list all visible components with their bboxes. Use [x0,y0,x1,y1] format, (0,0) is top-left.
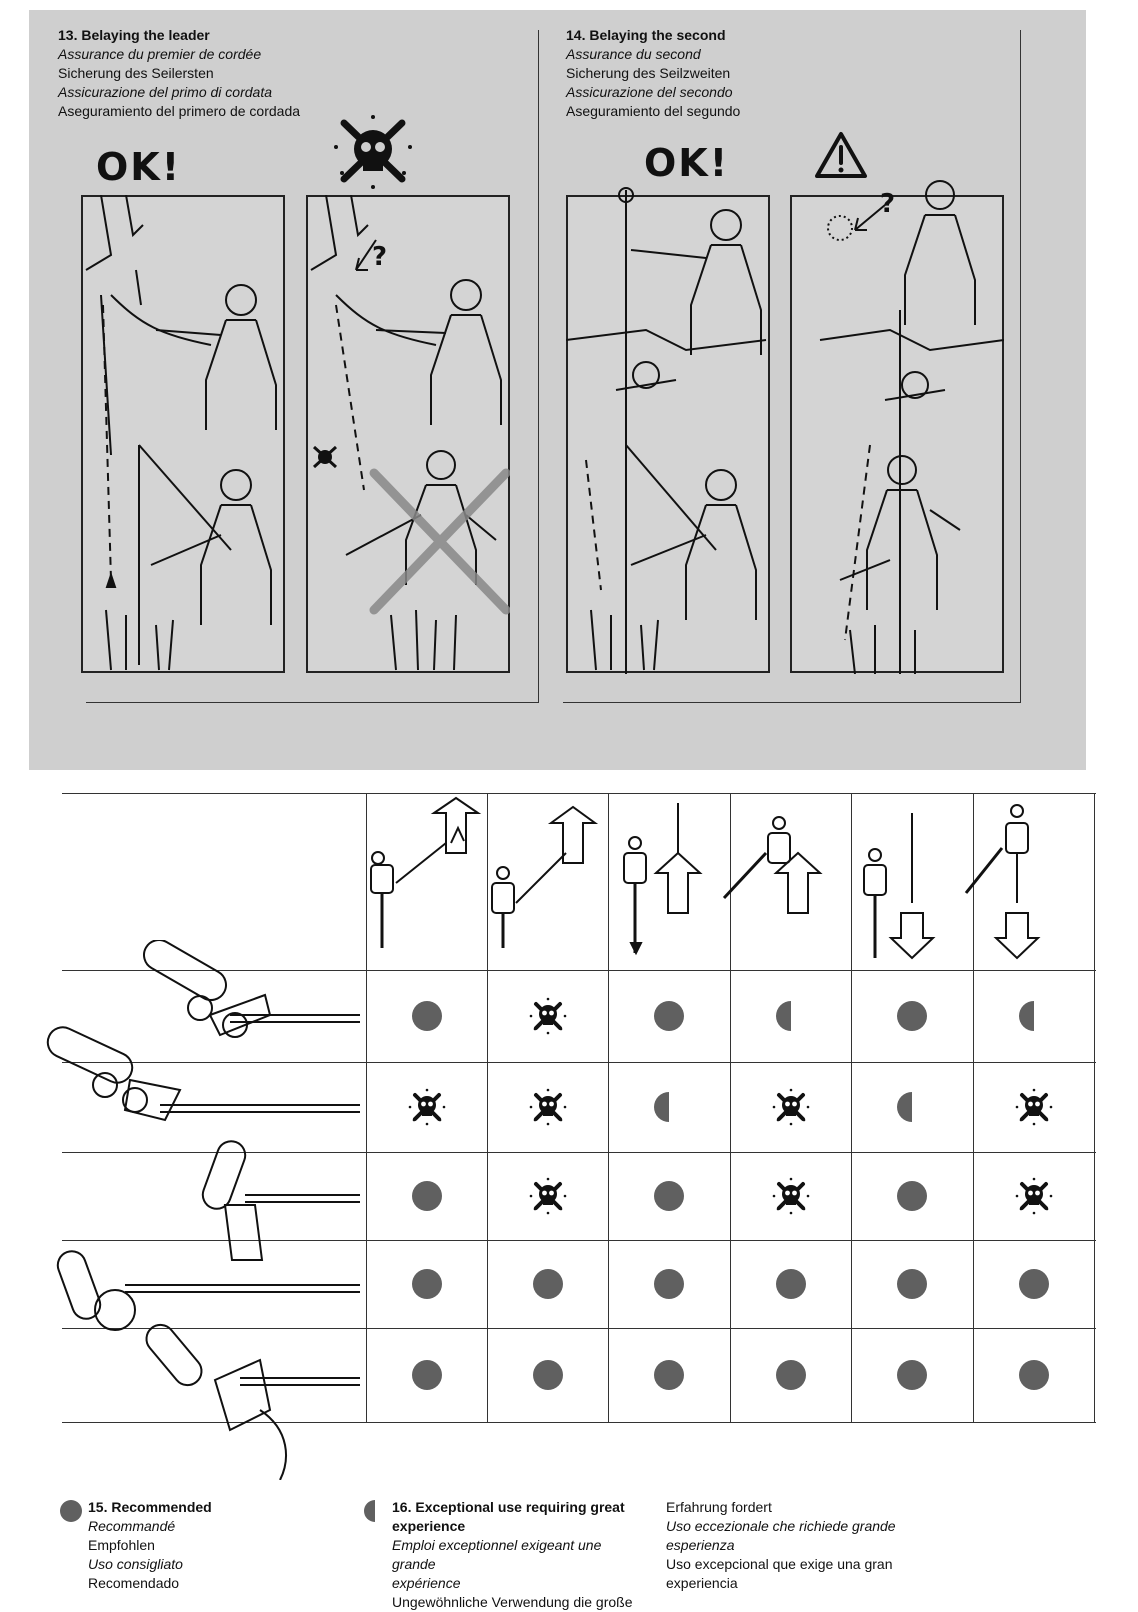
skull-crossbones-icon [407,1087,447,1127]
legend-15-it: Uso consigliato [88,1556,183,1572]
section-14-right-rule [1020,30,1021,702]
exceptional-half-dot-icon [776,1001,791,1031]
legend-16-fr-2: expérience [392,1575,461,1591]
skull-crossbones-icon [528,1176,568,1216]
recommended-dot-icon [412,1001,442,1031]
recommended-dot-icon [654,1360,684,1390]
exceptional-half-dot-icon [364,1500,375,1522]
section-13-title: 13. Belaying the leader [58,27,210,43]
legend-16-it-1: Uso eccezionale che richiede grande [666,1518,896,1534]
legend-15-es: Recomendado [88,1575,180,1591]
section-14-title: 14. Belaying the second [566,27,726,43]
legend-16-fr-1: Emploi exceptionnel exigeant une grande [392,1537,602,1572]
skull-crossbones-icon [1014,1176,1054,1216]
section-14-de: Sicherung des Seilzweiten [566,65,731,81]
legend-16-es-1: Uso excepcional que exige una gran [666,1556,893,1572]
exceptional-half-dot-icon [654,1092,669,1122]
use-case-pictograms [366,793,1094,970]
legend-16-it-2: esperienza [666,1537,735,1553]
legend-exceptional-cont [666,1498,926,1593]
skull-crossbones-icon [332,113,414,191]
climber-illustration-danger [306,195,510,673]
section-13-heading [58,26,300,121]
recommended-dot-icon [776,1269,806,1299]
skull-crossbones-icon [528,996,568,1036]
svg-text:?: ? [372,242,388,272]
climber-illustration [81,195,285,673]
skull-crossbones-icon [771,1176,811,1216]
legend-16-title-1: 16. Exceptional use requiring great [392,1499,625,1515]
skull-crossbones-icon [771,1087,811,1127]
section-14-bottom-rule [563,702,1021,703]
ok-label-14: OK! [644,141,730,185]
ok-label-13: OK! [96,145,182,189]
recommended-dot-icon [412,1181,442,1211]
section-13-de: Sicherung des Seilersten [58,65,214,81]
recommended-dot-icon [412,1269,442,1299]
recommended-dot-icon [654,1001,684,1031]
belay-device-illustrations [40,940,366,1480]
legend-15-fr: Recommandé [88,1518,176,1534]
recommended-dot-icon [654,1181,684,1211]
recommended-dot-icon [1019,1269,1049,1299]
section-13-fr: Assurance du premier de cordée [58,46,262,62]
svg-text:?: ? [880,189,896,219]
skull-crossbones-icon [528,1087,568,1127]
section-14-it: Assicurazione del secondo [566,84,733,100]
legend-exceptional [392,1498,642,1612]
table-col-rule [1094,793,1095,1422]
legend-16-title-2: experience [392,1518,466,1534]
section-13-it: Assicurazione del primo di cordata [58,84,272,100]
recommended-dot-icon [897,1181,927,1211]
section-14-heading [566,26,740,121]
legend-16-de-2: Erfahrung fordert [666,1499,772,1515]
recommended-dot-icon [654,1269,684,1299]
recommended-dot-icon [776,1360,806,1390]
exceptional-half-dot-icon [897,1092,912,1122]
section-14-es: Aseguramiento del segundo [566,103,741,119]
recommended-dot-icon [1019,1360,1049,1390]
legend-15-title: 15. Recommended [88,1499,212,1515]
recommended-dot-icon [897,1001,927,1031]
legend-15-de: Empfohlen [88,1537,155,1553]
legend-16-es-2: experiencia [666,1575,738,1591]
recommended-dot-icon [897,1269,927,1299]
recommended-dot-icon [412,1360,442,1390]
recommended-dot-icon [897,1360,927,1390]
section-13-right-rule [538,30,539,702]
legend-recommended [88,1498,212,1593]
legend-16-de-1: Ungewöhnliche Verwendung die große [392,1594,633,1610]
skull-crossbones-icon [1014,1087,1054,1127]
recommended-dot-icon [533,1360,563,1390]
recommended-dot-icon [533,1269,563,1299]
climber-illustration-second-warning [790,180,1004,674]
recommended-dot-icon [60,1500,82,1522]
section-13-bottom-rule [86,702,539,703]
section-14-fr: Assurance du second [566,46,701,62]
climber-illustration-second [566,180,770,674]
section-13-es: Aseguramiento del primero de cordada [58,103,301,119]
exceptional-half-dot-icon [1019,1001,1034,1031]
warning-triangle-icon [814,130,868,180]
